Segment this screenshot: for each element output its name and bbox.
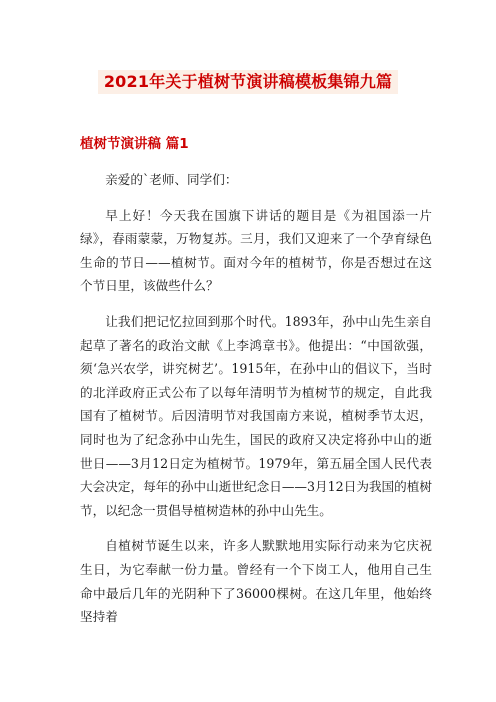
document-title-container	[0, 70, 496, 94]
document-body	[80, 168, 432, 641]
document-title: 2021年关于植树节演讲稿模板集锦九篇	[98, 70, 398, 94]
section-heading: 植树节演讲稿 篇1	[80, 136, 189, 152]
paragraph-dedication: 自植树节诞生以来，许多人默默地用实际行动来为它庆祝生日，为它奉献一份力量。曾经有一个下岗工人，他用自己生命中最后几年的光阴种下了36000棵树。在这几年里，他始终坚持着	[80, 538, 432, 625]
paragraph-greeting: 亲爱的`老师、同学们：	[105, 172, 238, 187]
paragraph-history: 让我们把记忆拉回到那个时代。1893年，孙中山先生亲自起草了著名的政治文献《上李鸿章书》。他提出：“中国欲强，须‘急兴农学，讲究树艺’。1915年，在孙中山的倡议下，当时的北洋政府正式公布了以每年清明节为植树节的规定，自此我国有了植树节。后因清明节对我国南方来说，植树季节太迟，同时也为了纪念孙中山先生，国民的政府又决定将孙中山的逝世日——3月12日定为植树节。1979年，第五届全国人民代表大会决定，每年的孙中山逝世纪念日——3月12日为我国的植树节，以纪念一贯倡导植树造林的孙中山先生。	[80, 313, 432, 518]
paragraph-intro: 早上好！今天我在国旗下讲话的题目是《为祖国添一片绿》，春雨蒙蒙，万物复苏。三月，我们又迎来了一个孕育绿色生命的节日——植树节。面对今年的植树节，你是否想过在这个节日里，该做些什么？	[80, 207, 432, 294]
